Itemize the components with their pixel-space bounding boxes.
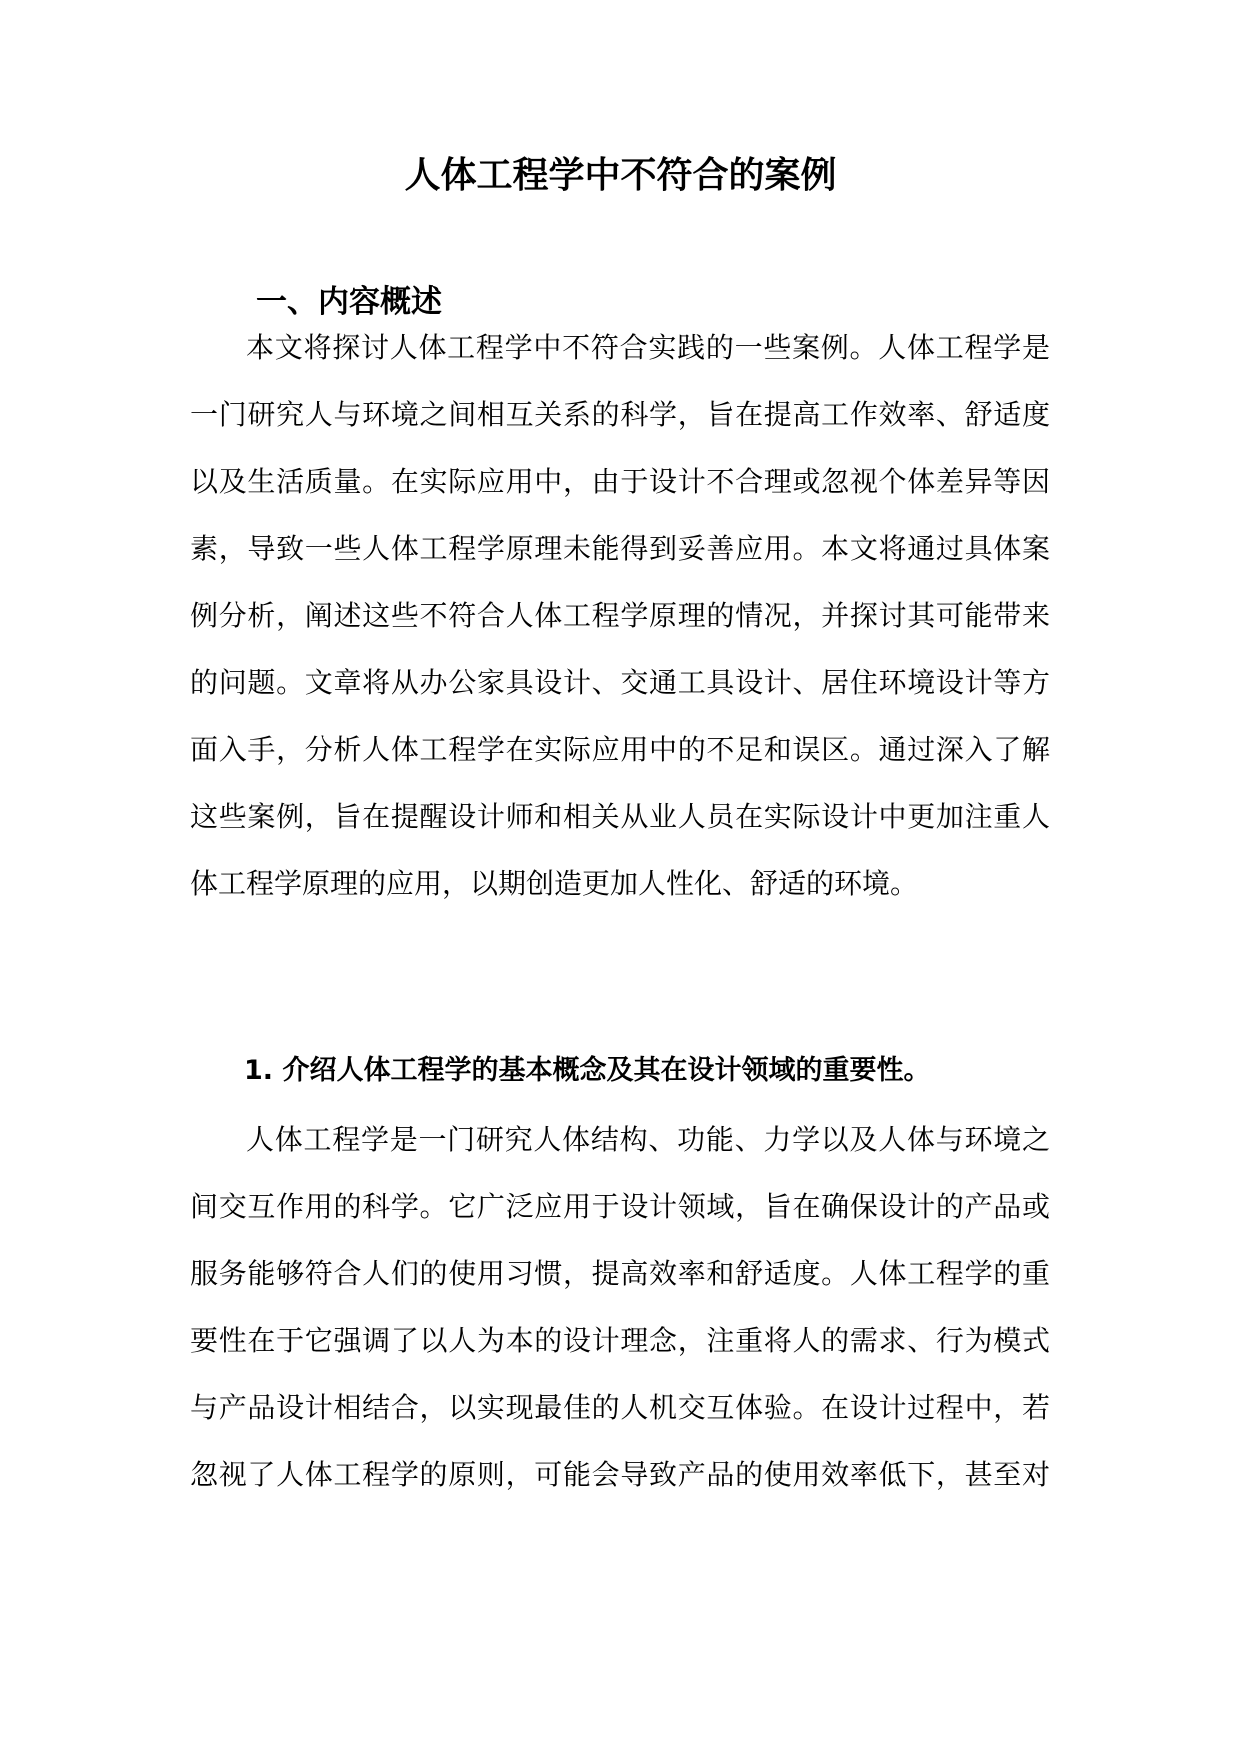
paragraph-line: 素，导致一些人体工程学原理未能得到妥善应用。本文将通过具体案 [190, 532, 1050, 565]
section-heading: 一、内容概述 [256, 284, 442, 320]
document-title: 人体工程学中不符合的案例 [404, 155, 837, 196]
paragraph-line: 一门研究人与环境之间相互关系的科学，旨在提高工作效率、舒适度 [190, 398, 1050, 431]
paragraph-line: 以及生活质量。在实际应用中，由于设计不合理或忽视个体差异等因 [190, 465, 1050, 498]
paragraph-line: 忽视了人体工程学的原则，可能会导致产品的使用效率低下，甚至对 [190, 1458, 1050, 1491]
paragraph-line: 要性在于它强调了以人为本的设计理念，注重将人的需求、行为模式 [190, 1324, 1050, 1357]
paragraph-line: 面入手，分析人体工程学在实际应用中的不足和误区。通过深入了解 [190, 733, 1050, 766]
paragraph-line: 体工程学原理的应用，以期创造更加人性化、舒适的环境。 [190, 867, 919, 900]
subsection-heading: 1. 介绍人体工程学的基本概念及其在设计领域的重要性。 [244, 1055, 931, 1086]
paragraph-line: 与产品设计相结合，以实现最佳的人机交互体验。在设计过程中，若 [190, 1391, 1050, 1424]
paragraph-line: 这些案例，旨在提醒设计师和相关从业人员在实际设计中更加注重人 [190, 800, 1050, 833]
paragraph-line: 本文将探讨人体工程学中不符合实践的一些案例。人体工程学是 [246, 331, 1050, 364]
paragraph-line: 间交互作用的科学。它广泛应用于设计领域，旨在确保设计的产品或 [190, 1190, 1050, 1223]
paragraph-line: 的问题。文章将从办公家具设计、交通工具设计、居住环境设计等方 [190, 666, 1050, 699]
paragraph-line: 人体工程学是一门研究人体结构、功能、力学以及人体与环境之 [246, 1123, 1050, 1156]
paragraph-line: 服务能够符合人们的使用习惯，提高效率和舒适度。人体工程学的重 [190, 1257, 1050, 1290]
paragraph-line: 例分析，阐述这些不符合人体工程学原理的情况，并探讨其可能带来 [190, 599, 1050, 632]
